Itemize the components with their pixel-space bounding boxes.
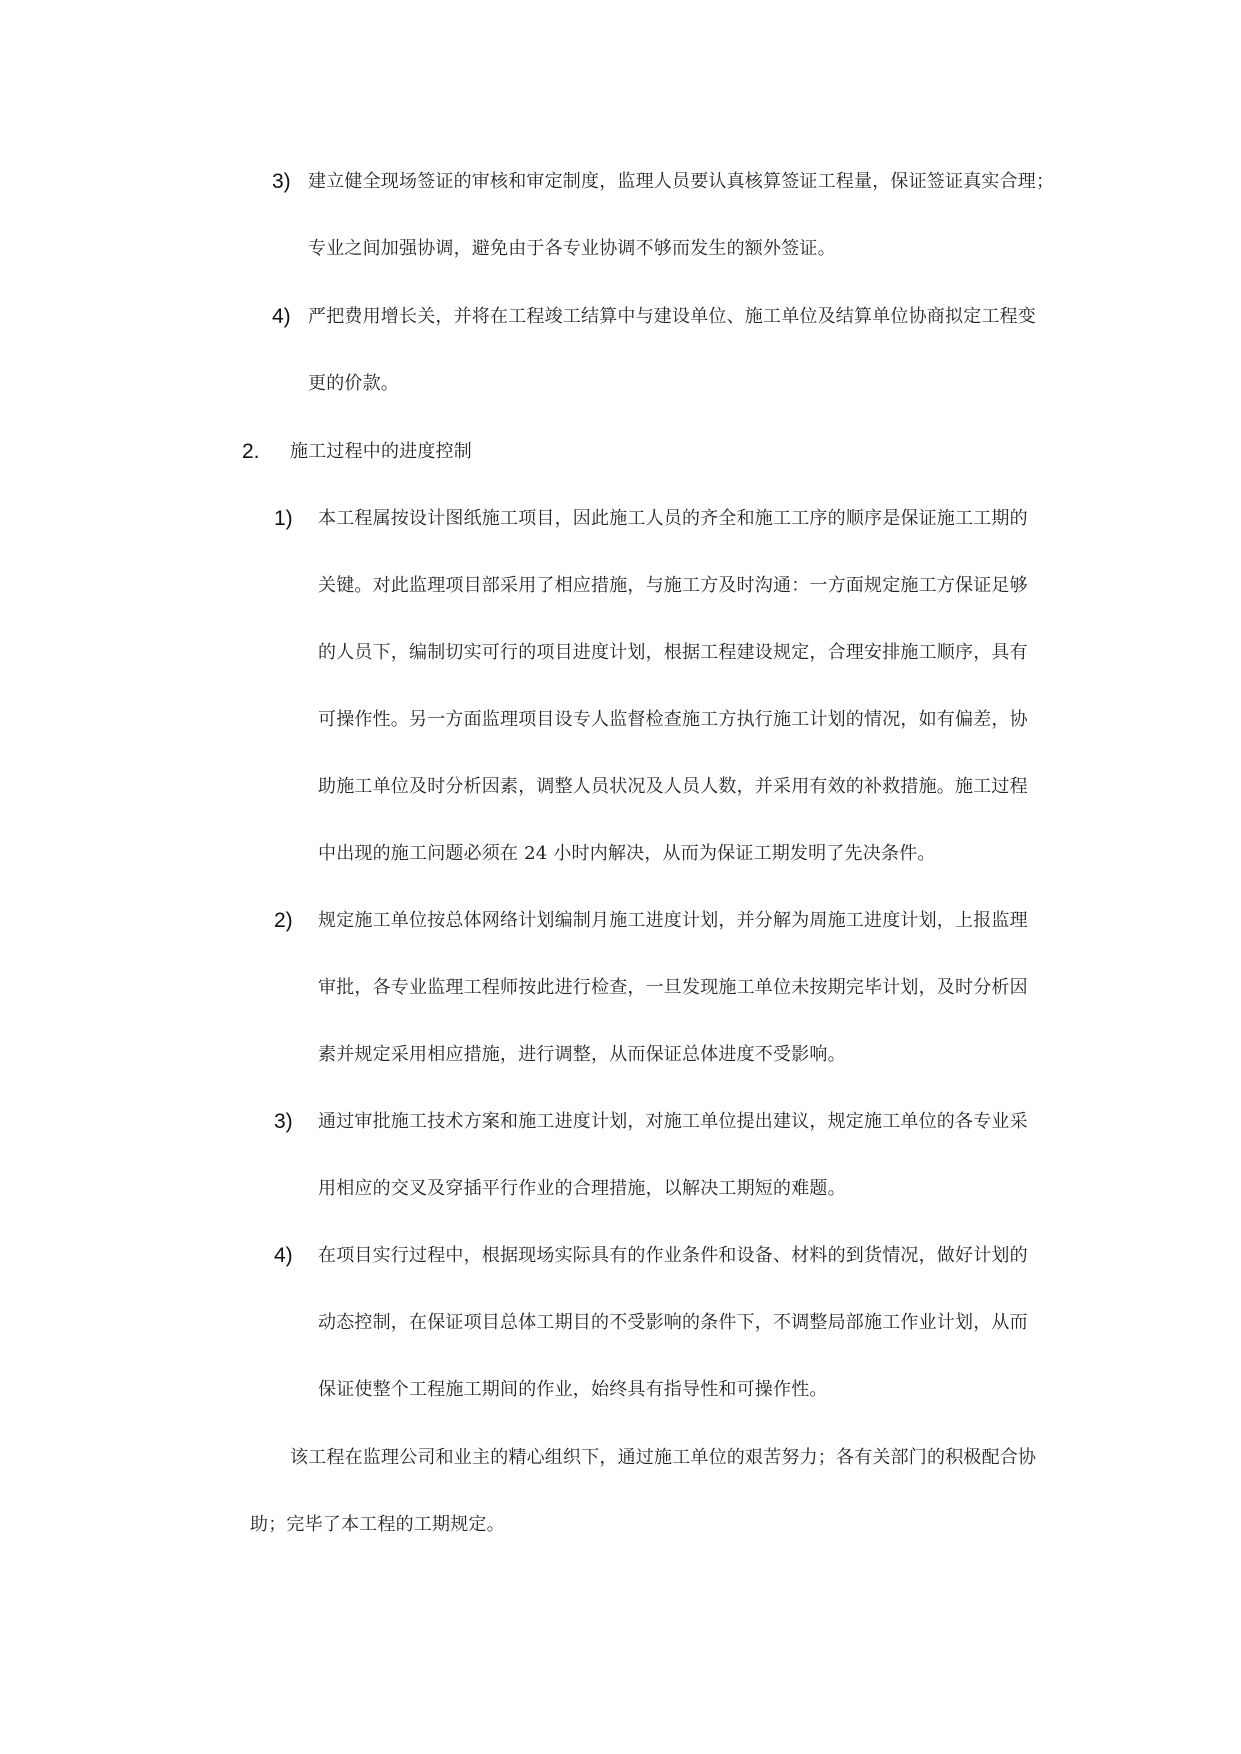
- text-line: 助施工单位及时分析因素，调整人员状况及人员人数，并采用有效的补救措施。施工过程: [318, 776, 1028, 797]
- text-line: 助；完毕了本工程的工期规定。: [250, 1514, 505, 1535]
- text-line: 规定施工单位按总体网络计划编制月施工进度计划，并分解为周施工进度计划，上报监理: [318, 910, 1028, 931]
- text-line: 用相应的交叉及穿插平行作业的合理措施，以解决工期短的难题。: [318, 1178, 846, 1199]
- text-line: 严把费用增长关，并将在工程竣工结算中与建设单位、施工单位及结算单位协商拟定工程变: [308, 306, 1036, 327]
- text-line: 通过审批施工技术方案和施工进度计划，对施工单位提出建议，规定施工单位的各专业采: [318, 1111, 1028, 1132]
- text-line: 专业之间加强协调，避免由于各专业协调不够而发生的额外签证。: [308, 238, 836, 259]
- item-number: 1): [274, 507, 293, 530]
- text-line: 审批，各专业监理工程师按此进行检查，一旦发现施工单位未按期完毕计划，及时分析因: [318, 977, 1028, 998]
- text-line: 中出现的施工问题必须在 24 小时内解决，从而为保证工期发明了先决条件。: [318, 843, 936, 864]
- text-line: 的人员下，编制切实可行的项目进度计划，根据工程建设规定，合理安排施工顺序，具有: [318, 642, 1028, 663]
- text-line: 保证使整个工程施工期间的作业，始终具有指导性和可操作性。: [318, 1379, 828, 1400]
- text-line: 动态控制，在保证项目总体工期目的不受影响的条件下，不调整局部施工作业计划，从而: [318, 1312, 1028, 1333]
- text-line: 在项目实行过程中，根据现场实际具有的作业条件和设备、材料的到货情况，做好计划的: [318, 1245, 1028, 1266]
- item-number: 3): [272, 170, 291, 193]
- text-line: 关键。对此监理项目部采用了相应措施，与施工方及时沟通：一方面规定施工方保证足够: [318, 575, 1028, 596]
- section-number: 2.: [242, 440, 260, 463]
- item-number: 3): [274, 1110, 293, 1133]
- text-line: 更的价款。: [308, 373, 399, 394]
- section-title: 施工过程中的进度控制: [290, 441, 472, 462]
- text-line: 建立健全现场签证的审核和审定制度，监理人员要认真核算签证工程量，保证签证真实合理；: [308, 171, 1055, 192]
- item-number: 4): [272, 305, 291, 328]
- text-line: 素并规定采用相应措施，进行调整，从而保证总体进度不受影响。: [318, 1044, 846, 1065]
- item-number: 4): [274, 1244, 293, 1267]
- text-line: 该工程在监理公司和业主的精心组织下，通过施工单位的艰苦努力；各有关部门的积极配合协: [290, 1447, 1037, 1468]
- item-number: 2): [274, 909, 293, 932]
- text-line: 可操作性。另一方面监理项目设专人监督检查施工方执行施工计划的情况，如有偏差，协: [318, 709, 1028, 730]
- text-line: 本工程属按设计图纸施工项目，因此施工人员的齐全和施工工序的顺序是保证施工工期的: [318, 508, 1028, 529]
